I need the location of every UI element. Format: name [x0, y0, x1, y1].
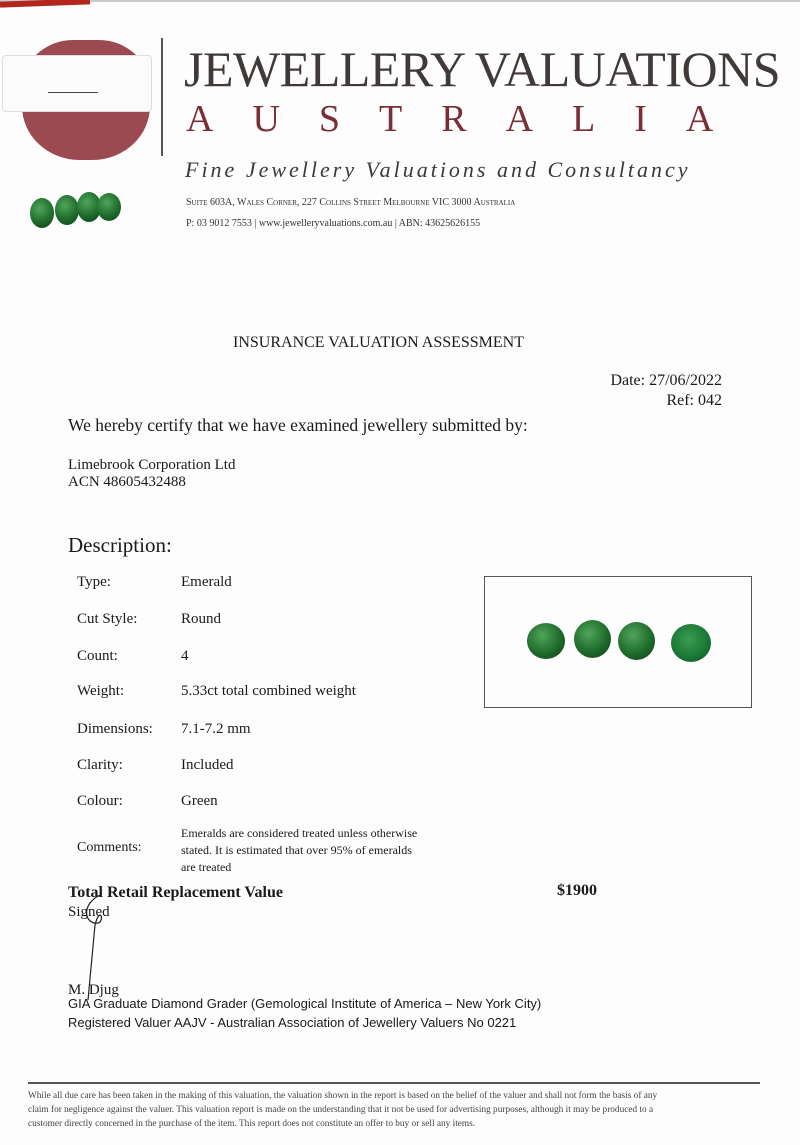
field-value: Emerald	[181, 574, 232, 590]
valuer-name: M. Djug	[68, 982, 119, 998]
emerald-thumb	[30, 198, 54, 228]
valuer-credential: GIA Graduate Diamond Grader (Gemological Institute of America – New York City)	[68, 996, 542, 1011]
total-label: Total Retail Replacement Value	[68, 884, 283, 901]
address: Suite 603A, Wales Corner, 227 Collins Street Melbourne VIC 3000 Australia	[186, 197, 516, 208]
field-label: Colour:	[77, 793, 123, 809]
field-label: Type:	[77, 574, 111, 590]
field-value: Included	[181, 757, 234, 773]
field-label: Dimensions:	[77, 721, 153, 737]
emerald-thumb	[97, 193, 121, 221]
client-name: Limebrook Corporation Ltd	[68, 457, 236, 473]
red-mark	[0, 0, 90, 8]
comments-label: Comments:	[77, 840, 142, 855]
gem-photo	[484, 576, 752, 708]
seal-sticker	[2, 55, 152, 112]
company-country: AUSTRALIA	[186, 98, 753, 140]
field-label: Clarity:	[77, 757, 123, 773]
valuer-registration: Registered Valuer AAJV - Australian Association of Jewellery Valuers No 0221	[68, 1015, 517, 1030]
client-acn: ACN 48605432488	[68, 474, 186, 490]
top-edge	[0, 0, 800, 2]
field-value: Round	[181, 611, 222, 627]
document-heading: INSURANCE VALUATION ASSESSMENT	[233, 334, 525, 351]
field-label: Weight:	[77, 683, 125, 699]
field-value: Green	[181, 793, 218, 809]
date: Date: 27/06/2022	[610, 372, 722, 389]
footer-divider	[28, 1082, 760, 1084]
total-value: $1900	[557, 882, 597, 899]
company-name: JEWELLERY VALUATIONS	[184, 41, 781, 97]
comment-line: Emeralds are considered treated unless otherwise	[181, 826, 418, 840]
field-value: 5.33ct total combined weight	[181, 683, 356, 699]
comment-line: stated. It is estimated that over 95% of emeralds	[181, 843, 412, 857]
disclaimer-line: customer directly concerned in the purchase of the item. This report does not constitute an offer to buy or sell any items.	[28, 1119, 476, 1129]
certify-statement: We hereby certify that we have examined jewellery submitted by:	[68, 415, 528, 435]
emerald-thumb	[55, 195, 79, 225]
description-heading: Description:	[68, 533, 172, 557]
header-divider	[161, 38, 163, 156]
tagline: Fine Jewellery Valuations and Consultancy	[185, 157, 691, 182]
field-label: Cut Style:	[77, 611, 138, 627]
reference: Ref: 042	[666, 392, 722, 409]
disclaimer-line: While all due care has been taken in the making of this valuation, the valuation shown in the report is based on the belief of the valuer and shall not form the basis of any	[28, 1091, 658, 1101]
comment-line: are treated	[181, 860, 232, 874]
disclaimer-line: claim for negligence against the valuer. This valuation report is made on the understanding that it not be used for advertising purposes, although it may be produced to a	[28, 1105, 654, 1115]
contact-line: P: 03 9012 7553 | www.jewelleryvaluations.com.au | ABN: 43625626155	[186, 218, 481, 229]
field-value: 7.1-7.2 mm	[181, 721, 251, 737]
signed-label: Signed	[68, 904, 110, 920]
field-value: 4	[181, 648, 189, 664]
field-label: Count:	[77, 648, 118, 664]
